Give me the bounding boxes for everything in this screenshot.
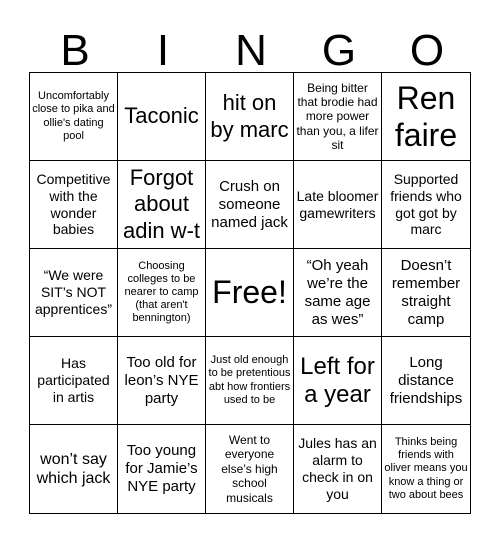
header-letter-g: G	[321, 26, 357, 75]
bingo-cell-r1-c4[interactable]: Being bitter that brodie had more power than you, a lifer sit	[294, 73, 382, 161]
bingo-cell-r2-c1[interactable]: Competitive with the wonder babies	[30, 161, 118, 249]
bingo-grid	[29, 72, 471, 514]
bingo-cell-r1-c2[interactable]: Taconic	[118, 73, 206, 161]
header-letter-i: I	[156, 26, 170, 75]
bingo-cell-r3-c3-free[interactable]: Free!	[206, 249, 294, 337]
bingo-cell-r1-c5[interactable]: Ren faire	[382, 73, 470, 161]
bingo-cell-r1-c3[interactable]: hit on by marc	[206, 73, 294, 161]
bingo-cell-r2-c4[interactable]: Late bloomer gamewriters	[294, 161, 382, 249]
bingo-cell-r5-c1[interactable]: won’t say which jack	[30, 425, 118, 513]
bingo-cell-r5-c2[interactable]: Too young for Jamie’s NYE party	[118, 425, 206, 513]
header-letter-n: N	[235, 26, 267, 75]
bingo-cell-r3-c1[interactable]: “We were SIT’s NOT apprentices”	[30, 249, 118, 337]
bingo-cell-r4-c3[interactable]: Just old enough to be pretentious abt how frontiers used to be	[206, 337, 294, 425]
bingo-cell-r4-c4[interactable]: Left for a year	[294, 337, 382, 425]
bingo-cell-r5-c3[interactable]: Went to everyone else’s high school musicals	[206, 425, 294, 513]
bingo-cell-r5-c5[interactable]: Thinks being friends with oliver means you know a thing or two about bees	[384, 436, 468, 501]
header-letter-o: O	[409, 26, 445, 75]
bingo-cell-r1-c1[interactable]: Uncomfortably close to pika and ollie's dating pool	[30, 73, 118, 161]
bingo-cell-r2-c3[interactable]: Crush on someone named jack	[206, 161, 294, 249]
bingo-cell-r5-c4[interactable]: Jules has an alarm to check in on you	[294, 425, 382, 513]
bingo-cell-r2-c5[interactable]: Supported friends who got got by marc	[382, 161, 470, 249]
header-letter-b: B	[60, 26, 90, 75]
bingo-cell-r4-c2[interactable]: Too old for leon’s NYE party	[118, 337, 206, 425]
bingo-cell-r4-c1[interactable]: Has participated in artis	[30, 337, 118, 425]
bingo-cell-r3-c5[interactable]: Doesn’t remember straight camp	[382, 249, 470, 337]
bingo-cell-r2-c2[interactable]: Forgot about adin w-t	[118, 161, 206, 249]
bingo-cell-r4-c5[interactable]: Long distance friendships	[382, 337, 470, 425]
bingo-cell-r3-c4[interactable]: “Oh yeah we’re the same age as wes”	[294, 249, 382, 337]
bingo-cell-r3-c2[interactable]: Choosing colleges to be nearer to camp (that aren't bennington)	[118, 249, 206, 337]
bingo-header	[31, 26, 471, 75]
